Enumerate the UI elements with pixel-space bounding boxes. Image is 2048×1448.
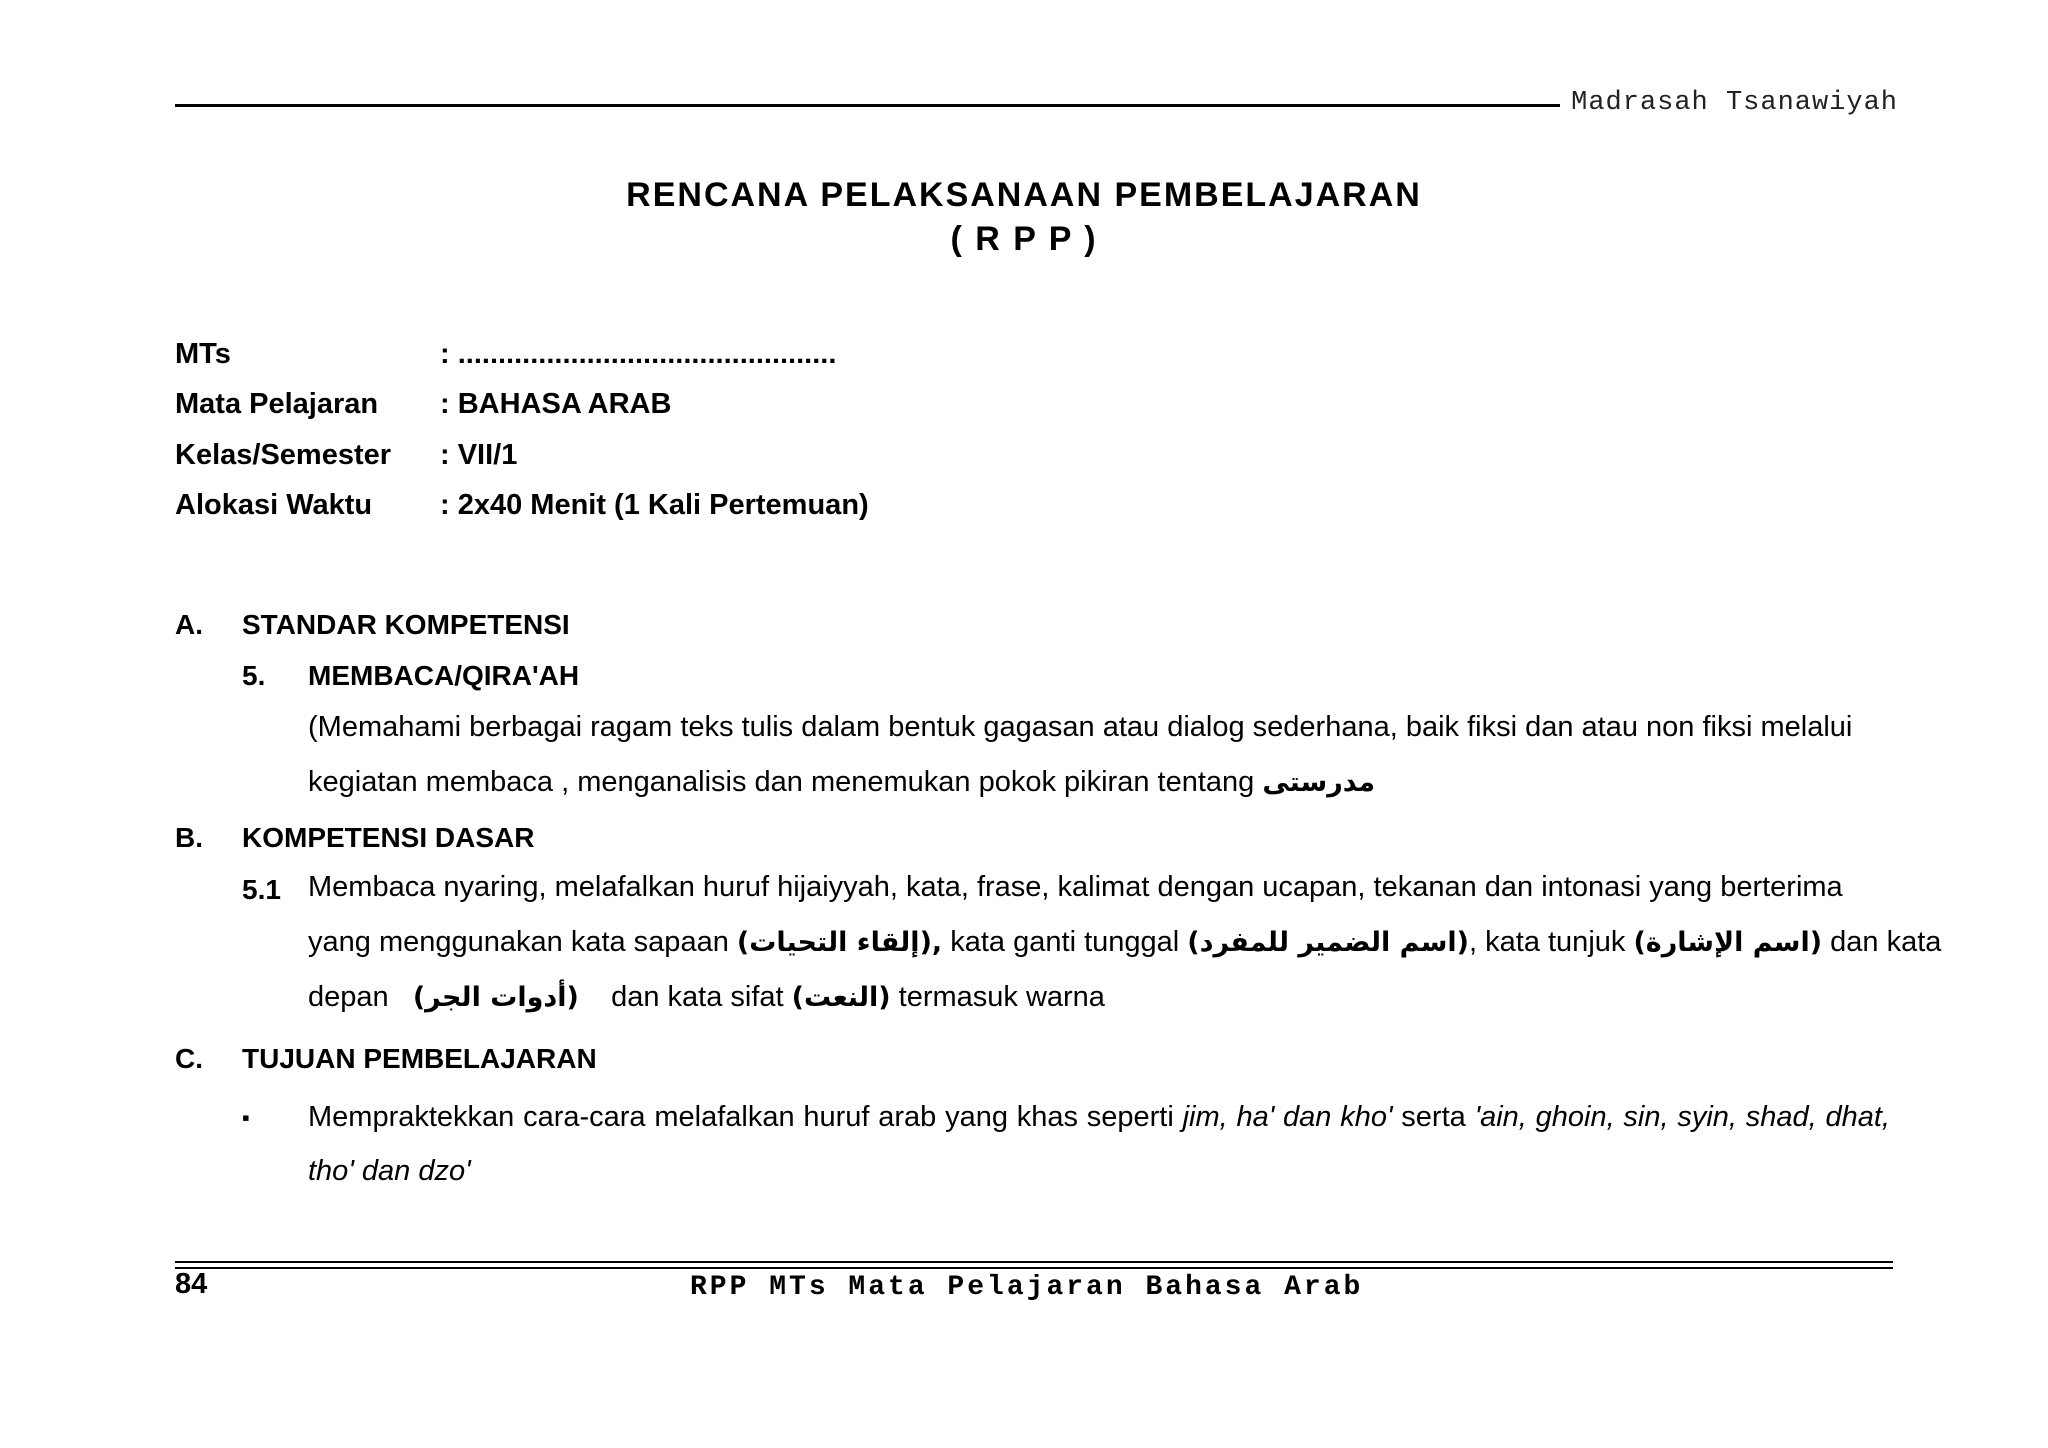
section-b-pronoun-label: kata ganti tunggal: [950, 926, 1180, 958]
arabic-pronoun-term: (اسم الضمير للمفرد): [1187, 927, 1470, 958]
section-b-and-word-label: dan kata: [1830, 926, 1942, 958]
section-a-line-2: [308, 755, 1908, 810]
section-b-paragraph: [308, 860, 1942, 1025]
section-c-paragraph: [308, 1090, 1890, 1198]
section-b-greeting-label: yang menggunakan kata sapaan: [308, 926, 729, 958]
page-number: 84: [175, 1268, 208, 1300]
identity-label-mts: MTs: [175, 338, 231, 370]
section-c-letters-2: 'ain, ghoin, sin, syin, shad,: [1474, 1101, 1817, 1133]
identity-label-subject: Mata Pelajaran: [175, 388, 379, 420]
footer-rule-top: [175, 1261, 1893, 1263]
header-rule: [175, 104, 1560, 107]
section-b-line-1: Membaca nyaring, melafalkan huruf hijaiyyah, kata, frase, kalimat dengan ucapan, tekanan dan intonasi yang berterima: [308, 871, 1843, 903]
section-b-line-3: [308, 970, 1908, 1025]
document-title: RENCANA PELAKSANAAN PEMBELAJARAN: [626, 176, 1422, 214]
arabic-preposition-term: (أدوات الجر): [412, 982, 579, 1013]
section-a-arabic: مدرستى: [1262, 767, 1376, 798]
arabic-adjective-term: (النعت): [791, 982, 891, 1013]
section-b-adjective-label: dan kata sifat: [611, 981, 784, 1013]
section-c-text-b: serta: [1401, 1101, 1466, 1133]
section-b-line-2: [308, 915, 1942, 970]
section-a-title: STANDAR KOMPETENSI: [242, 609, 570, 640]
section-b-colour-label: termasuk warna: [898, 981, 1105, 1013]
identity-label-time: Alokasi Waktu: [175, 489, 373, 521]
header-school-type: Madrasah Tsanawiyah: [1571, 88, 1898, 118]
document-subtitle: ( R P P ): [950, 220, 1098, 258]
section-c-letters-1: jim, ha' dan kho': [1182, 1101, 1393, 1133]
arabic-greeting-term: (إلقاء التحيات),: [736, 927, 943, 958]
footer-title: RPP MTs Mata Pelajaran Bahasa Arab: [690, 1272, 1364, 1303]
section-a-line-2-text: kegiatan membaca , menganalisis dan menemukan pokok pikiran tentang: [308, 766, 1255, 798]
section-c-letters-3: dhat, tho' dan dzo': [308, 1101, 1890, 1187]
section-b-title: KOMPETENSI DASAR: [242, 822, 535, 853]
section-b-item-number: 5.1: [242, 874, 281, 905]
section-a-item-title: MEMBACA/QIRA'AH: [308, 660, 580, 691]
section-a-paragraph: [308, 700, 1908, 810]
identity-value-subject: : BAHASA ARAB: [440, 388, 672, 420]
section-a-item-number: 5.: [242, 660, 266, 691]
identity-value-time: : 2x40 Menit (1 Kali Pertemuan): [440, 489, 869, 521]
section-b-letter: B.: [175, 822, 203, 853]
arabic-demonstrative-term: (اسم الإشارة): [1633, 927, 1823, 958]
footer-rule-bottom: [175, 1267, 1893, 1269]
bullet-icon: ▪: [242, 1105, 250, 1130]
section-b-preposition-label: depan: [308, 981, 389, 1013]
identity-label-class: Kelas/Semester: [175, 439, 392, 471]
section-c-text-a: Mempraktekkan cara-cara melafalkan huruf arab yang khas seperti: [308, 1101, 1174, 1133]
identity-value-mts: : ...............................................: [440, 338, 837, 370]
section-a-line-1: (Memahami berbagai ragam teks tulis dalam bentuk gagasan atau dialog sederhana, baik fiksi dan atau non fiksi melalui: [308, 711, 1853, 743]
section-a-letter: A.: [175, 609, 203, 640]
section-c-title: TUJUAN PEMBELAJARAN: [242, 1043, 597, 1074]
identity-value-class: : VII/1: [440, 439, 518, 471]
section-c-letter: C.: [175, 1043, 203, 1074]
section-b-demonstrative-label: , kata tunjuk: [1469, 926, 1626, 958]
